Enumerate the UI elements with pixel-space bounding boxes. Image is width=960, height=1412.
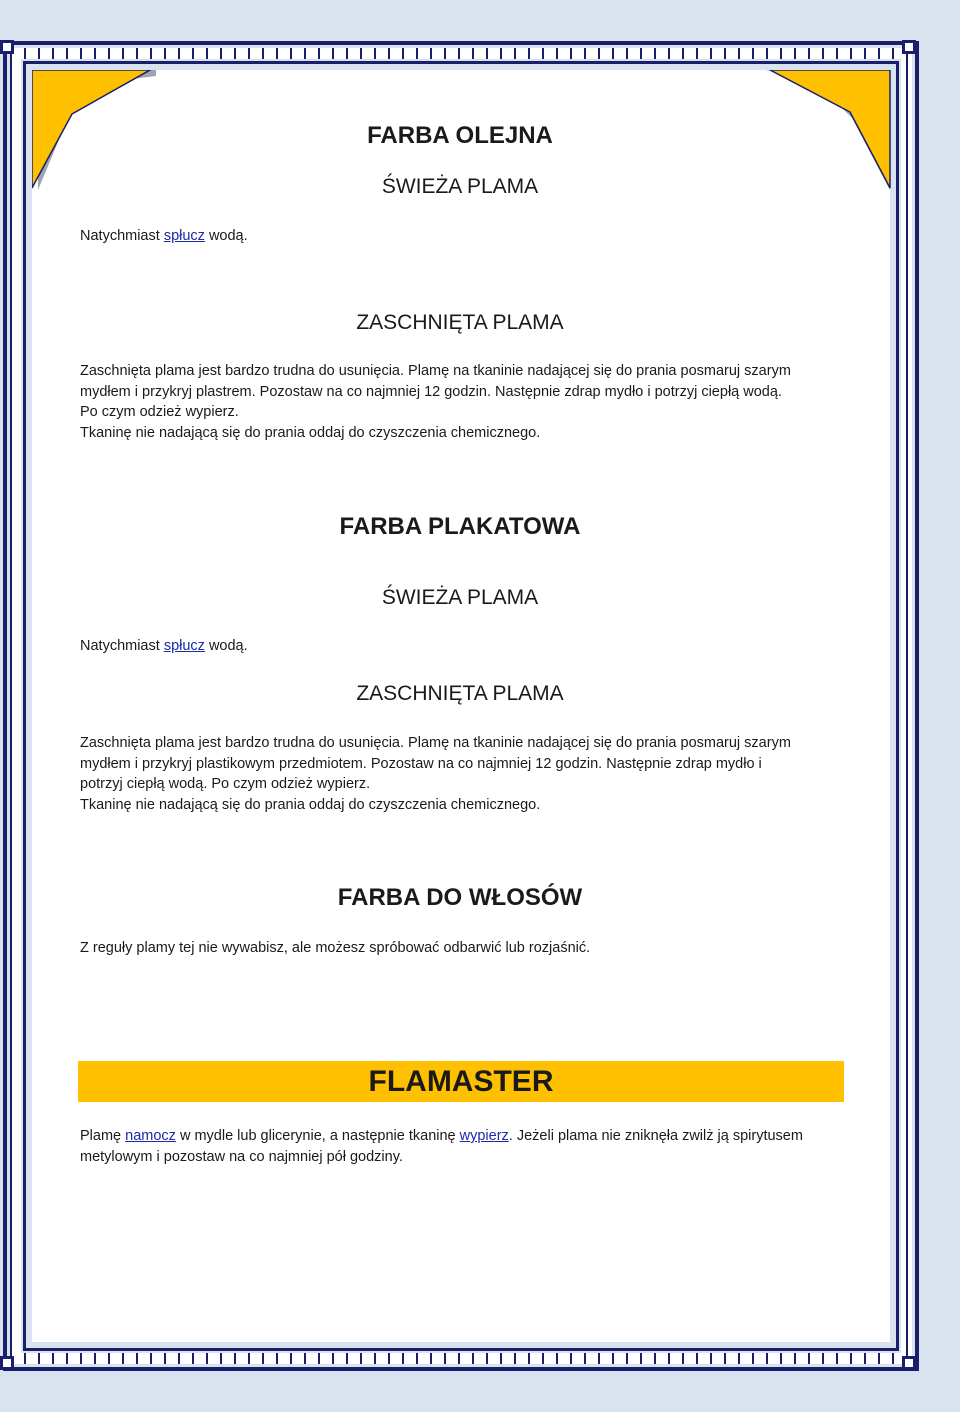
flamaster-post: . Jeżeli plama nie zniknęła zwilż ją spirytusem	[508, 1128, 803, 1144]
section-title-plakatowa: FARBA PLAKATOWA	[339, 513, 581, 540]
fresh-text-pre: Natychmiast	[80, 638, 164, 654]
fresh-text-olejna	[80, 226, 850, 247]
link-namocz[interactable]: namocz	[125, 1128, 176, 1144]
dried-text-olejna	[80, 361, 850, 443]
flamaster-line	[80, 1126, 850, 1147]
dried-line: Zaschnięta plama jest bardzo trudna do usunięcia. Plamę na tkaninie nadającej się do prania posmaruj szarym	[80, 363, 791, 379]
dried-line: Po czym odzież wypierz.	[80, 404, 239, 420]
link-splucz[interactable]: spłucz	[163, 638, 205, 654]
flamaster-mid: w mydle lub glicerynie, a następnie tkaninę	[175, 1128, 460, 1144]
dried-line: mydłem i przykryj plastikowym przedmiotem. Pozostaw na co najmniej 12 godzin. Następnie zdrap mydło i	[80, 755, 762, 772]
text-wlosy: Z reguły plamy tej nie wywabisz, ale możesz spróbować odbarwić lub rozjaśnić.	[80, 940, 591, 956]
dried-text-plakatowa	[80, 733, 850, 815]
dried-line: Tkaninę nie nadającą się do prania oddaj do czyszczenia chemicznego.	[80, 796, 541, 813]
dried-line: potrzyj ciepłą wodą. Po czym odzież wypierz.	[80, 776, 371, 792]
dried-heading-plakatowa: ZASCHNIĘTA PLAMA	[356, 682, 564, 705]
corner-square-bottom-left	[0, 1356, 14, 1370]
flamaster-line: metylowym i pozostaw na co najmniej pół godziny.	[80, 1148, 403, 1165]
corner-square-top-right	[902, 40, 916, 54]
dried-heading-olejna: ZASCHNIĘTA PLAMA	[356, 311, 564, 334]
corner-square-bottom-right	[902, 1356, 916, 1370]
link-splucz[interactable]: spłucz	[163, 228, 205, 244]
section-title-flamaster: FLAMASTER	[368, 1065, 554, 1098]
link-wypierz[interactable]: wypierz	[459, 1128, 509, 1144]
fresh-heading-plakatowa: ŚWIEŻA PLAMA	[381, 586, 539, 609]
fresh-heading-olejna: ŚWIEŻA PLAMA	[381, 175, 539, 198]
corner-square-top-left	[0, 40, 14, 54]
dried-line: mydłem i przykryj plastrem. Pozostaw na co najmniej 12 godzin. Następnie zdrap mydło i potrzyj ciepłą wodą.	[80, 383, 782, 400]
fresh-text-post: wodą.	[204, 228, 248, 244]
fresh-text-pre: Natychmiast	[80, 228, 164, 244]
fresh-text-plakatowa	[80, 636, 850, 657]
flamaster-pre: Plamę	[80, 1128, 126, 1144]
dried-line: Zaschnięta plama jest bardzo trudna do usunięcia. Plamę na tkaninie nadającej się do prania posmaruj szarym	[80, 735, 791, 751]
section-title-wlosy: FARBA DO WŁOSÓW	[337, 884, 583, 911]
section-title-olejna: FARBA OLEJNA	[367, 122, 553, 149]
fresh-text-post: wodą.	[204, 638, 248, 654]
text-flamaster	[80, 1126, 850, 1167]
dried-line: Tkaninę nie nadającą się do prania oddaj do czyszczenia chemicznego.	[80, 424, 541, 441]
